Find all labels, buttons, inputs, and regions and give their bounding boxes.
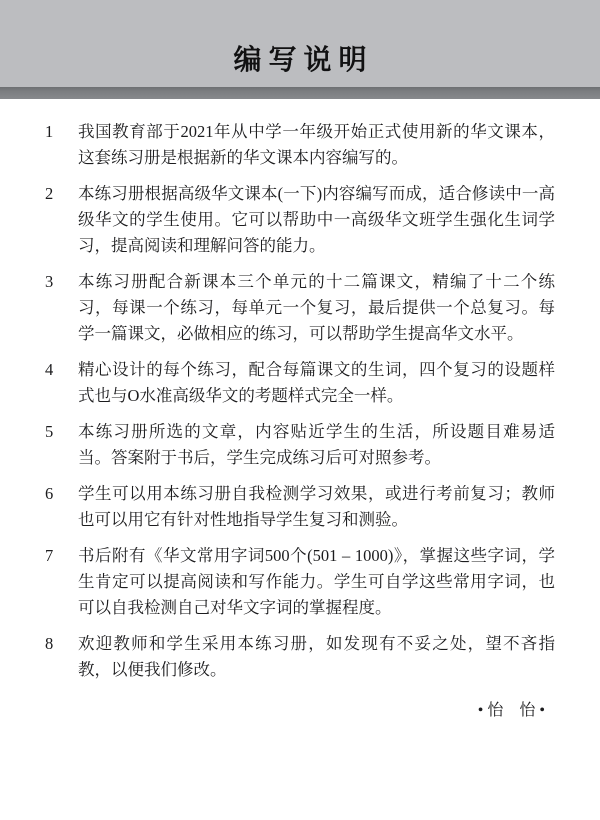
item-text: 学生可以用本练习册自我检测学习效果，或进行考前复习；教师也可以用它有针对性地指导学生复习和测验。: [78, 484, 555, 529]
item-text: 我国教育部于2021年从中学一年级开始正式使用新的华文课本，这套练习册是根据新的华文课本内容编写的。: [78, 122, 555, 167]
author-signature: • 怡 怡 •: [477, 702, 545, 719]
list-item: [45, 269, 555, 347]
item-text: 精心设计的每个练习，配合每篇课文的生词，四个复习的设题样式也与O水准高级华文的考题样式完全一样。: [78, 360, 555, 405]
item-number: 6: [45, 484, 54, 503]
list-item: [45, 631, 555, 683]
item-number: 7: [45, 546, 54, 565]
banner-bottom-strip: [0, 87, 600, 99]
list-item: [45, 419, 555, 471]
item-number: 3: [45, 272, 54, 291]
list-item: [45, 357, 555, 409]
list-item: [45, 181, 555, 259]
item-text: 欢迎教师和学生采用本练习册，如发现有不妥之处，望不吝指教，以便我们修改。: [78, 634, 555, 679]
notes-list: [0, 99, 600, 723]
item-text: 本练习册配合新课本三个单元的十二篇课文，精编了十二个练习，每课一个练习，每单元一个复习，最后提供一个总复习。每学一篇课文，必做相应的练习，可以帮助学生提高华文水平。: [78, 272, 555, 343]
item-text: 本练习册所选的文章，内容贴近学生的生活，所设题目难易适当。答案附于书后，学生完成练习后可对照参考。: [78, 422, 555, 467]
title-banner: [0, 0, 600, 87]
item-number: 8: [45, 634, 54, 653]
item-text: 本练习册根据高级华文课本(一下)内容编写而成，适合修读中一高级华文的学生使用。它可以帮助中一高级华文班学生强化生词学习，提高阅读和理解问答的能力。: [78, 184, 555, 255]
item-text: 书后附有《华文常用字词500个(501 – 1000)》，掌握这些字词，学生肯定可以提高阅读和写作能力。学生可自学这些常用字词，也可以自我检测自己对华文字词的掌握程度。: [78, 546, 555, 617]
list-item: [45, 543, 555, 621]
item-number: 1: [45, 122, 54, 141]
item-number: 4: [45, 360, 54, 379]
list-item: [45, 119, 555, 171]
list-item: [45, 481, 555, 533]
item-number: 2: [45, 184, 54, 203]
item-number: 5: [45, 422, 54, 441]
page-title: 编写说明: [233, 44, 374, 75]
